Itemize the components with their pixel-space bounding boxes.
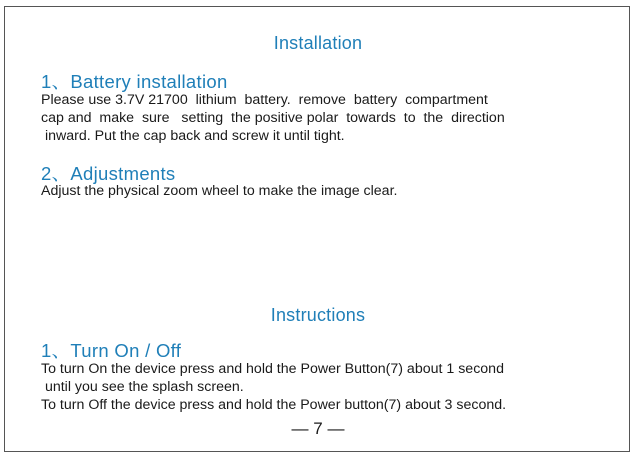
text-line: cap and make sure setting the positive polar towards to the direction [41,110,505,126]
text-line: Adjust the physical zoom wheel to make the image clear. [41,183,398,199]
adjustments-text [41,182,601,200]
page-number: — 7 — [291,419,345,438]
adjustments-heading: 2、Adjustments [41,163,176,184]
text-line: Please use 3.7V 21700 lithium battery. remove battery compartment [41,92,488,108]
page-frame [4,6,630,452]
text-line: inward. Put the cap back and screw it until tight. [41,128,345,144]
battery-installation-text [41,91,601,145]
turn-on-off-heading: 1、Turn On / Off [41,340,182,361]
battery-installation-heading: 1、Battery installation [41,71,228,92]
installation-title: Installation [273,33,363,53]
text-line: until you see the splash screen. [41,379,244,395]
instructions-title: Instructions [270,305,366,325]
text-line: To turn On the device press and hold the Power Button(7) about 1 second [41,361,504,377]
text-line: To turn Off the device press and hold the Power button(7) about 3 second. [41,397,507,413]
turn-on-off-text [41,360,601,414]
